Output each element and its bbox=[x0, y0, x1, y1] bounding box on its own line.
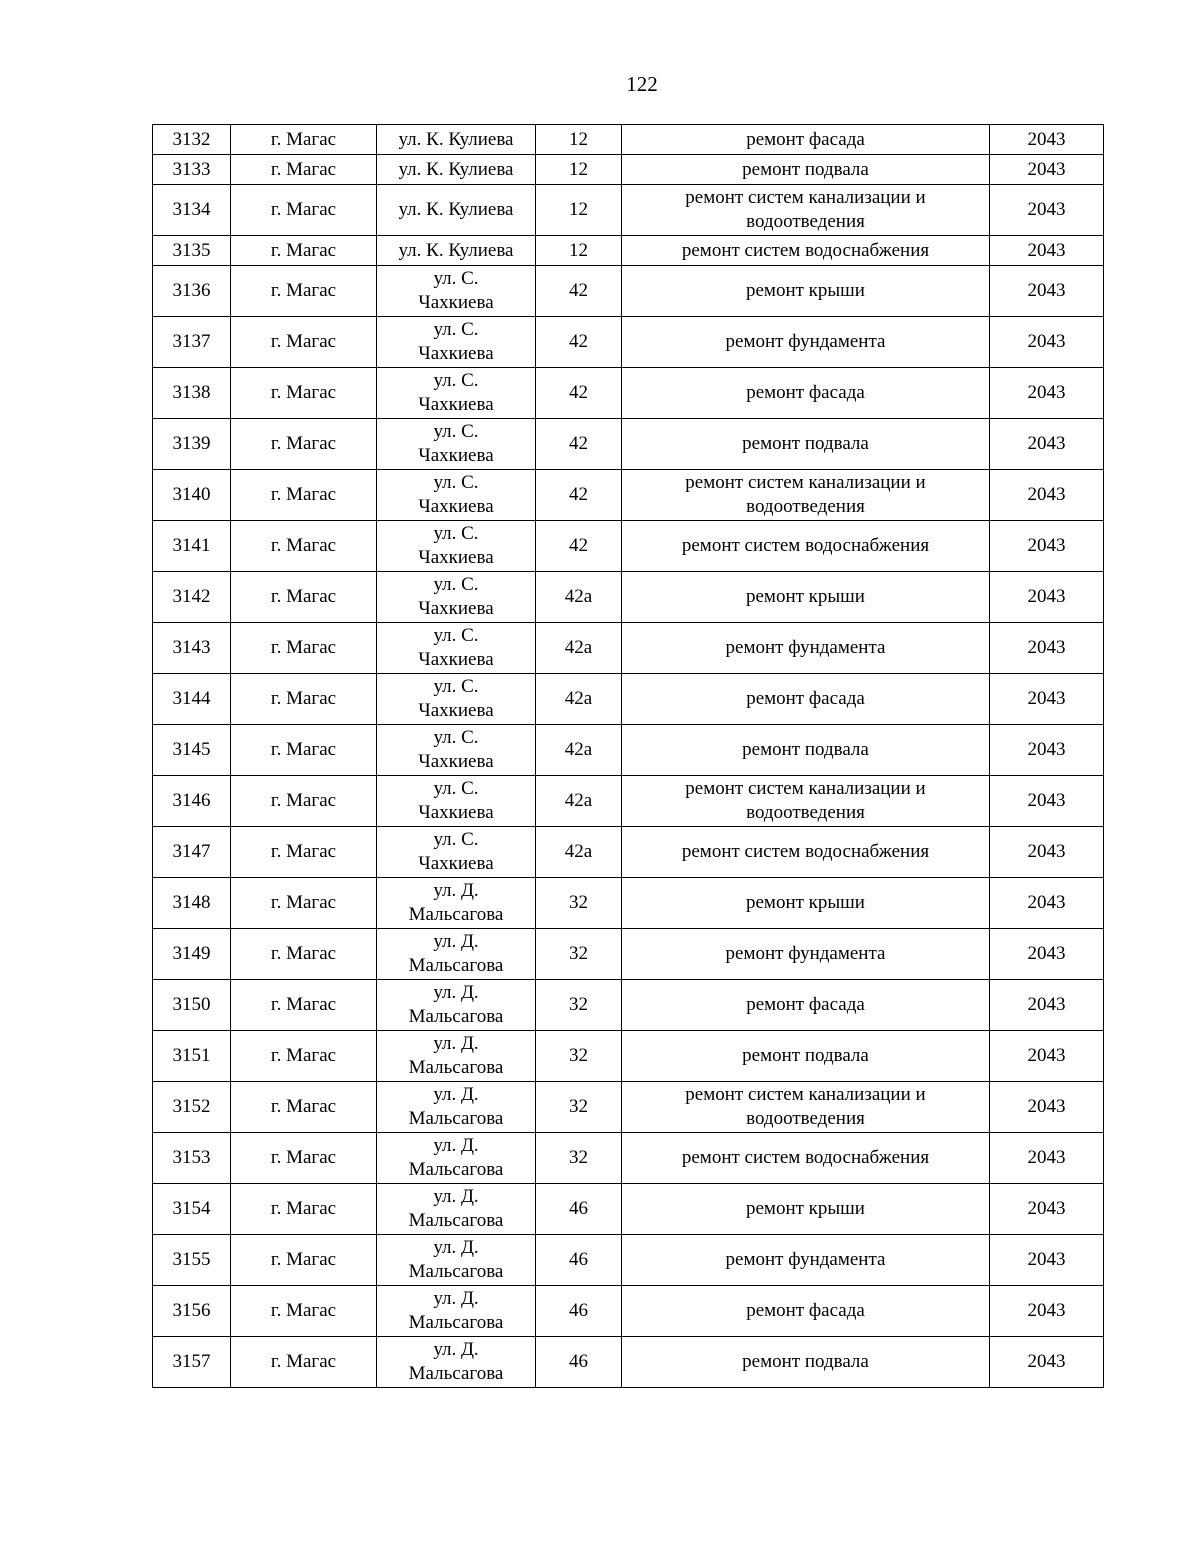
city-cell: г. Магас bbox=[231, 1337, 377, 1388]
street-cell bbox=[377, 317, 536, 368]
work-type-cell bbox=[622, 827, 990, 878]
table-row bbox=[153, 236, 1104, 266]
table-row bbox=[153, 980, 1104, 1031]
house-number-cell: 12 bbox=[536, 125, 622, 155]
row-number-cell: 3134 bbox=[153, 185, 231, 236]
city-cell: г. Магас bbox=[231, 1235, 377, 1286]
table-row bbox=[153, 266, 1104, 317]
street-cell bbox=[377, 368, 536, 419]
street-cell bbox=[377, 725, 536, 776]
row-number-cell: 3146 bbox=[153, 776, 231, 827]
year-cell: 2043 bbox=[990, 1133, 1104, 1184]
work-type-cell-line: ремонт крыши bbox=[746, 280, 865, 301]
row-number-cell: 3141 bbox=[153, 521, 231, 572]
row-number-cell: 3147 bbox=[153, 827, 231, 878]
year-cell: 2043 bbox=[990, 878, 1104, 929]
street-cell-line: ул. Д. bbox=[433, 1033, 479, 1054]
house-number-cell: 32 bbox=[536, 1031, 622, 1082]
table-row bbox=[153, 1184, 1104, 1235]
work-type-cell-line: ремонт систем канализации и bbox=[685, 472, 926, 493]
house-number-cell: 42а bbox=[536, 776, 622, 827]
table-row bbox=[153, 1031, 1104, 1082]
street-cell-line: ул. Д. bbox=[433, 1288, 479, 1309]
street-cell-line: ул. С. bbox=[433, 523, 479, 544]
house-number-cell: 42а bbox=[536, 623, 622, 674]
street-cell bbox=[377, 929, 536, 980]
year-cell: 2043 bbox=[990, 1031, 1104, 1082]
street-cell-line: ул. К. Кулиева bbox=[398, 128, 514, 150]
street-cell-line: ул. Д. bbox=[433, 1135, 479, 1156]
year-cell: 2043 bbox=[990, 236, 1104, 266]
work-type-cell bbox=[622, 419, 990, 470]
street-cell bbox=[377, 1133, 536, 1184]
work-type-cell bbox=[622, 878, 990, 929]
table-row bbox=[153, 1235, 1104, 1286]
year-cell: 2043 bbox=[990, 1082, 1104, 1133]
table-row bbox=[153, 674, 1104, 725]
house-number-cell: 42 bbox=[536, 368, 622, 419]
house-number-cell: 12 bbox=[536, 155, 622, 185]
street-cell bbox=[377, 572, 536, 623]
work-type-cell-line: ремонт систем канализации и bbox=[685, 778, 926, 799]
row-number-cell: 3150 bbox=[153, 980, 231, 1031]
work-type-cell bbox=[622, 1133, 990, 1184]
year-cell: 2043 bbox=[990, 1235, 1104, 1286]
table-row bbox=[153, 470, 1104, 521]
house-number-cell: 32 bbox=[536, 878, 622, 929]
work-type-cell bbox=[622, 1337, 990, 1388]
row-number-cell: 3156 bbox=[153, 1286, 231, 1337]
work-type-cell bbox=[622, 776, 990, 827]
work-type-cell bbox=[622, 1082, 990, 1133]
street-cell-line: Чахкиева bbox=[418, 496, 494, 517]
street-cell bbox=[377, 878, 536, 929]
table-row bbox=[153, 1133, 1104, 1184]
city-cell: г. Магас bbox=[231, 125, 377, 155]
work-type-cell-line: ремонт подвала bbox=[742, 1045, 869, 1066]
street-cell-line: Мальсагова bbox=[408, 955, 504, 976]
street-cell-line: Чахкиева bbox=[418, 853, 494, 874]
street-cell bbox=[377, 470, 536, 521]
street-cell-line: Чахкиева bbox=[418, 649, 494, 670]
city-cell: г. Магас bbox=[231, 419, 377, 470]
street-cell bbox=[377, 521, 536, 572]
work-type-cell bbox=[622, 725, 990, 776]
work-type-cell bbox=[622, 1286, 990, 1337]
house-number-cell: 46 bbox=[536, 1184, 622, 1235]
year-cell: 2043 bbox=[990, 419, 1104, 470]
work-type-cell bbox=[622, 980, 990, 1031]
street-cell-line: ул. С. bbox=[433, 676, 479, 697]
city-cell: г. Магас bbox=[231, 827, 377, 878]
city-cell: г. Магас bbox=[231, 725, 377, 776]
year-cell: 2043 bbox=[990, 674, 1104, 725]
table-row bbox=[153, 929, 1104, 980]
work-type-cell bbox=[622, 266, 990, 317]
house-number-cell: 42а bbox=[536, 674, 622, 725]
year-cell: 2043 bbox=[990, 776, 1104, 827]
street-cell-line: Чахкиева bbox=[418, 292, 494, 313]
street-cell-line: Чахкиева bbox=[418, 547, 494, 568]
work-type-cell bbox=[622, 317, 990, 368]
work-type-cell-line: водоотведения bbox=[746, 1108, 865, 1129]
street-cell-line: ул. С. bbox=[433, 370, 479, 391]
street-cell-line: ул. Д. bbox=[433, 880, 479, 901]
house-number-cell: 46 bbox=[536, 1235, 622, 1286]
table-row bbox=[153, 827, 1104, 878]
work-type-cell-line: ремонт фасада bbox=[746, 1300, 865, 1321]
work-type-cell-line: ремонт систем водоснабжения bbox=[681, 841, 930, 862]
work-type-cell-line: водоотведения bbox=[746, 802, 865, 823]
year-cell: 2043 bbox=[990, 1337, 1104, 1388]
street-cell-line: ул. Д. bbox=[433, 931, 479, 952]
street-cell-line: ул. С. bbox=[433, 472, 479, 493]
street-cell-line: ул. Д. bbox=[433, 1186, 479, 1207]
house-number-cell: 42 bbox=[536, 419, 622, 470]
row-number-cell: 3154 bbox=[153, 1184, 231, 1235]
work-type-cell bbox=[622, 185, 990, 236]
work-type-cell-line: ремонт систем водоснабжения bbox=[681, 1147, 930, 1168]
work-type-cell-line: ремонт систем канализации и bbox=[685, 1084, 926, 1105]
street-cell bbox=[377, 827, 536, 878]
house-number-cell: 32 bbox=[536, 929, 622, 980]
street-cell-line: Чахкиева bbox=[418, 394, 494, 415]
city-cell: г. Магас bbox=[231, 572, 377, 623]
work-type-cell-line: ремонт фасада bbox=[746, 128, 865, 150]
work-type-cell-line: водоотведения bbox=[746, 211, 865, 232]
street-cell-line: ул. С. bbox=[433, 829, 479, 850]
year-cell: 2043 bbox=[990, 125, 1104, 155]
row-number-cell: 3149 bbox=[153, 929, 231, 980]
work-type-cell-line: ремонт подвала bbox=[742, 739, 869, 760]
house-number-cell: 46 bbox=[536, 1286, 622, 1337]
street-cell-line: Мальсагова bbox=[408, 1312, 504, 1333]
row-number-cell: 3137 bbox=[153, 317, 231, 368]
page-number: 122 bbox=[626, 72, 658, 96]
street-cell-line: ул. С. bbox=[433, 727, 479, 748]
row-number-cell: 3139 bbox=[153, 419, 231, 470]
work-type-cell-line: ремонт фасада bbox=[746, 382, 865, 403]
city-cell: г. Магас bbox=[231, 776, 377, 827]
row-number-cell: 3143 bbox=[153, 623, 231, 674]
street-cell bbox=[377, 236, 536, 266]
table-row bbox=[153, 623, 1104, 674]
street-cell-line: ул. С. bbox=[433, 625, 479, 646]
table-row bbox=[153, 419, 1104, 470]
row-number-cell: 3151 bbox=[153, 1031, 231, 1082]
city-cell: г. Магас bbox=[231, 155, 377, 185]
house-number-cell: 32 bbox=[536, 1082, 622, 1133]
row-number-cell: 3132 bbox=[153, 125, 231, 155]
repair-schedule-table bbox=[152, 124, 1104, 1388]
city-cell: г. Магас bbox=[231, 185, 377, 236]
row-number-cell: 3152 bbox=[153, 1082, 231, 1133]
house-number-cell: 42а bbox=[536, 827, 622, 878]
table-row bbox=[153, 1286, 1104, 1337]
work-type-cell-line: ремонт фасада bbox=[746, 688, 865, 709]
work-type-cell-line: ремонт фундамента bbox=[725, 943, 886, 964]
city-cell: г. Магас bbox=[231, 1286, 377, 1337]
work-type-cell-line: ремонт фундамента bbox=[725, 637, 886, 658]
city-cell: г. Магас bbox=[231, 368, 377, 419]
city-cell: г. Магас bbox=[231, 623, 377, 674]
street-cell bbox=[377, 1184, 536, 1235]
row-number-cell: 3155 bbox=[153, 1235, 231, 1286]
house-number-cell: 42 bbox=[536, 521, 622, 572]
work-type-cell bbox=[622, 674, 990, 725]
city-cell: г. Магас bbox=[231, 929, 377, 980]
table-row bbox=[153, 125, 1104, 155]
city-cell: г. Магас bbox=[231, 236, 377, 266]
row-number-cell: 3144 bbox=[153, 674, 231, 725]
street-cell-line: ул. К. Кулиева bbox=[398, 239, 514, 261]
street-cell bbox=[377, 980, 536, 1031]
year-cell: 2043 bbox=[990, 827, 1104, 878]
table-row bbox=[153, 1082, 1104, 1133]
row-number-cell: 3133 bbox=[153, 155, 231, 185]
street-cell bbox=[377, 155, 536, 185]
year-cell: 2043 bbox=[990, 368, 1104, 419]
street-cell-line: Чахкиева bbox=[418, 700, 494, 721]
street-cell bbox=[377, 419, 536, 470]
work-type-cell bbox=[622, 125, 990, 155]
street-cell-line: Мальсагова bbox=[408, 1159, 504, 1180]
street-cell-line: ул. Д. bbox=[433, 1339, 479, 1360]
work-type-cell-line: ремонт крыши bbox=[746, 892, 865, 913]
street-cell-line: Мальсагова bbox=[408, 1057, 504, 1078]
work-type-cell-line: ремонт подвала bbox=[742, 1351, 869, 1372]
house-number-cell: 32 bbox=[536, 1133, 622, 1184]
street-cell bbox=[377, 1235, 536, 1286]
table-row bbox=[153, 317, 1104, 368]
work-type-cell-line: ремонт фундамента bbox=[725, 1249, 886, 1270]
table-row bbox=[153, 155, 1104, 185]
work-type-cell bbox=[622, 155, 990, 185]
table-row bbox=[153, 1337, 1104, 1388]
street-cell bbox=[377, 185, 536, 236]
table-row bbox=[153, 776, 1104, 827]
work-type-cell bbox=[622, 470, 990, 521]
street-cell-line: ул. С. bbox=[433, 574, 479, 595]
year-cell: 2043 bbox=[990, 521, 1104, 572]
row-number-cell: 3142 bbox=[153, 572, 231, 623]
city-cell: г. Магас bbox=[231, 1082, 377, 1133]
street-cell-line: Мальсагова bbox=[408, 1261, 504, 1282]
row-number-cell: 3157 bbox=[153, 1337, 231, 1388]
table-body bbox=[153, 125, 1104, 1388]
street-cell bbox=[377, 1337, 536, 1388]
city-cell: г. Магас bbox=[231, 1031, 377, 1082]
year-cell: 2043 bbox=[990, 980, 1104, 1031]
table-row bbox=[153, 878, 1104, 929]
work-type-cell-line: ремонт фундамента bbox=[725, 331, 886, 352]
street-cell-line: Мальсагова bbox=[408, 1006, 504, 1027]
year-cell: 2043 bbox=[990, 155, 1104, 185]
work-type-cell bbox=[622, 623, 990, 674]
table-row bbox=[153, 521, 1104, 572]
house-number-cell: 12 bbox=[536, 236, 622, 266]
street-cell-line: ул. Д. bbox=[433, 1237, 479, 1258]
city-cell: г. Магас bbox=[231, 1184, 377, 1235]
row-number-cell: 3145 bbox=[153, 725, 231, 776]
work-type-cell bbox=[622, 521, 990, 572]
street-cell-line: ул. С. bbox=[433, 421, 479, 442]
street-cell-line: ул. Д. bbox=[433, 982, 479, 1003]
work-type-cell bbox=[622, 368, 990, 419]
table-row bbox=[153, 725, 1104, 776]
house-number-cell: 42а bbox=[536, 572, 622, 623]
city-cell: г. Магас bbox=[231, 470, 377, 521]
table-row bbox=[153, 368, 1104, 419]
year-cell: 2043 bbox=[990, 929, 1104, 980]
work-type-cell-line: ремонт систем канализации и bbox=[685, 187, 926, 208]
work-type-cell bbox=[622, 1184, 990, 1235]
row-number-cell: 3135 bbox=[153, 236, 231, 266]
row-number-cell: 3140 bbox=[153, 470, 231, 521]
house-number-cell: 42 bbox=[536, 317, 622, 368]
city-cell: г. Магас bbox=[231, 521, 377, 572]
house-number-cell: 32 bbox=[536, 980, 622, 1031]
year-cell: 2043 bbox=[990, 1286, 1104, 1337]
year-cell: 2043 bbox=[990, 317, 1104, 368]
work-type-cell-line: ремонт крыши bbox=[746, 586, 865, 607]
street-cell bbox=[377, 125, 536, 155]
street-cell bbox=[377, 1082, 536, 1133]
house-number-cell: 12 bbox=[536, 185, 622, 236]
street-cell-line: ул. С. bbox=[433, 319, 479, 340]
row-number-cell: 3136 bbox=[153, 266, 231, 317]
house-number-cell: 42 bbox=[536, 470, 622, 521]
work-type-cell bbox=[622, 572, 990, 623]
street-cell-line: ул. К. Кулиева bbox=[398, 158, 514, 180]
year-cell: 2043 bbox=[990, 725, 1104, 776]
year-cell: 2043 bbox=[990, 266, 1104, 317]
work-type-cell bbox=[622, 236, 990, 266]
house-number-cell: 42 bbox=[536, 266, 622, 317]
street-cell-line: ул. С. bbox=[433, 778, 479, 799]
street-cell-line: Мальсагова bbox=[408, 1363, 504, 1384]
year-cell: 2043 bbox=[990, 470, 1104, 521]
work-type-cell-line: ремонт подвала bbox=[742, 433, 869, 454]
work-type-cell bbox=[622, 1235, 990, 1286]
street-cell-line: Мальсагова bbox=[408, 904, 504, 925]
city-cell: г. Магас bbox=[231, 317, 377, 368]
year-cell: 2043 bbox=[990, 185, 1104, 236]
house-number-cell: 42а bbox=[536, 725, 622, 776]
street-cell bbox=[377, 1286, 536, 1337]
city-cell: г. Магас bbox=[231, 266, 377, 317]
row-number-cell: 3153 bbox=[153, 1133, 231, 1184]
work-type-cell-line: ремонт подвала bbox=[742, 158, 869, 180]
city-cell: г. Магас bbox=[231, 1133, 377, 1184]
city-cell: г. Магас bbox=[231, 878, 377, 929]
street-cell-line: ул. Д. bbox=[433, 1084, 479, 1105]
street-cell-line: ул. К. Кулиева bbox=[398, 199, 514, 220]
street-cell-line: Мальсагова bbox=[408, 1108, 504, 1129]
row-number-cell: 3138 bbox=[153, 368, 231, 419]
work-type-cell-line: ремонт фасада bbox=[746, 994, 865, 1015]
city-cell: г. Магас bbox=[231, 674, 377, 725]
work-type-cell bbox=[622, 929, 990, 980]
year-cell: 2043 bbox=[990, 1184, 1104, 1235]
house-number-cell: 46 bbox=[536, 1337, 622, 1388]
street-cell bbox=[377, 1031, 536, 1082]
street-cell bbox=[377, 266, 536, 317]
table-row bbox=[153, 185, 1104, 236]
work-type-cell-line: водоотведения bbox=[746, 496, 865, 517]
work-type-cell-line: ремонт систем водоснабжения bbox=[681, 239, 930, 261]
row-number-cell: 3148 bbox=[153, 878, 231, 929]
street-cell bbox=[377, 623, 536, 674]
work-type-cell-line: ремонт крыши bbox=[746, 1198, 865, 1219]
street-cell-line: Чахкиева bbox=[418, 343, 494, 364]
street-cell-line: Чахкиева bbox=[418, 802, 494, 823]
street-cell-line: Чахкиева bbox=[418, 445, 494, 466]
work-type-cell-line: ремонт систем водоснабжения bbox=[681, 535, 930, 556]
table-row bbox=[153, 572, 1104, 623]
street-cell-line: Чахкиева bbox=[418, 751, 494, 772]
year-cell: 2043 bbox=[990, 572, 1104, 623]
street-cell bbox=[377, 776, 536, 827]
street-cell bbox=[377, 674, 536, 725]
year-cell: 2043 bbox=[990, 623, 1104, 674]
work-type-cell bbox=[622, 1031, 990, 1082]
city-cell: г. Магас bbox=[231, 980, 377, 1031]
street-cell-line: ул. С. bbox=[433, 268, 479, 289]
street-cell-line: Чахкиева bbox=[418, 598, 494, 619]
street-cell-line: Мальсагова bbox=[408, 1210, 504, 1231]
